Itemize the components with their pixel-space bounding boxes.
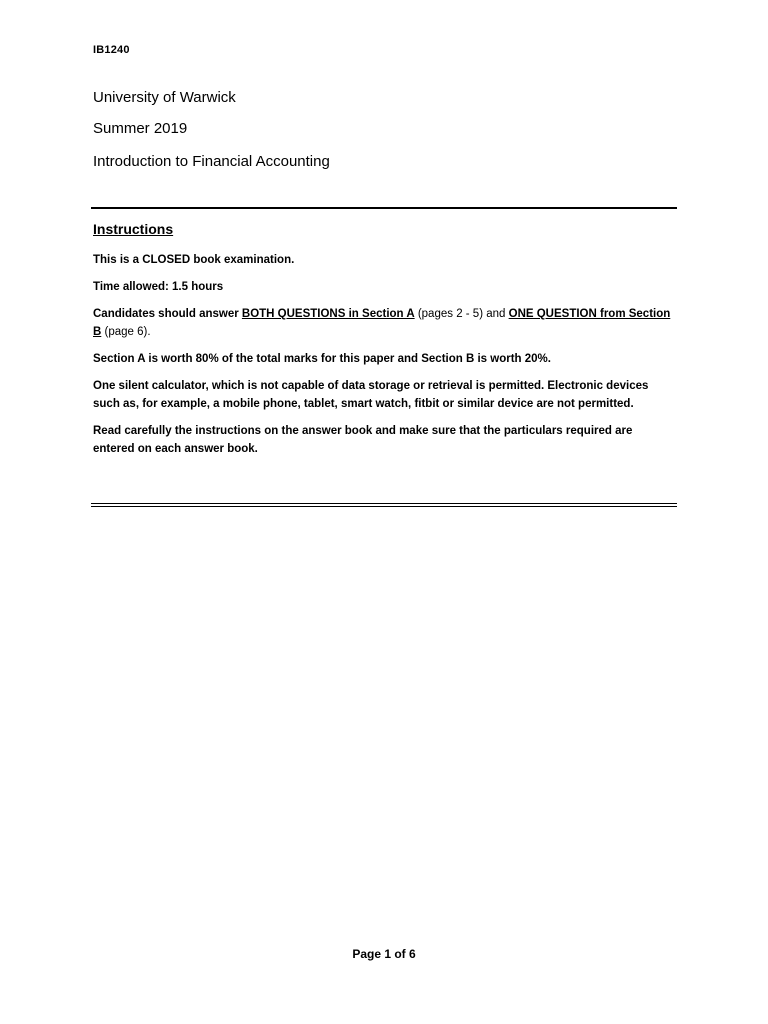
time-allowed-note: Time allowed: 1.5 hours: [93, 281, 224, 293]
exam-session: Summer 2019: [93, 120, 188, 137]
module-title: Introduction to Financial Accounting: [93, 153, 330, 170]
page-number: Page 1 of 6: [352, 947, 416, 961]
bottom-divider: [91, 503, 677, 507]
instructions-heading: Instructions: [93, 221, 174, 237]
answer-text-5: (page 6).: [101, 326, 151, 338]
answer-requirements-note: [93, 305, 673, 341]
instructions-list: [93, 251, 673, 467]
top-divider: [91, 207, 677, 209]
closed-book-note: This is a CLOSED book examination.: [93, 254, 295, 266]
answer-text-3: (pages 2 - 5) and: [414, 308, 509, 320]
answer-book-note: Read carefully the instructions on the answer book and make sure that the particulars required are entered on each answer book.: [93, 425, 633, 455]
weighting-note: Section A is worth 80% of the total marks for this paper and Section B is worth 20%.: [93, 353, 551, 365]
university-name: University of Warwick: [93, 89, 236, 106]
answer-section-a: BOTH QUESTIONS in Section A: [241, 308, 415, 320]
answer-text-1: Candidates should answer: [93, 308, 242, 320]
answer-section-b: ONE QUESTION from Section B: [93, 308, 671, 338]
calculator-note: One silent calculator, which is not capable of data storage or retrieval is permitted. Electronic devices such as, for example, a mobile phone, tablet, smart watch, fitbit or similar device are not permitted.: [93, 380, 649, 410]
module-code: IB1240: [93, 44, 130, 56]
